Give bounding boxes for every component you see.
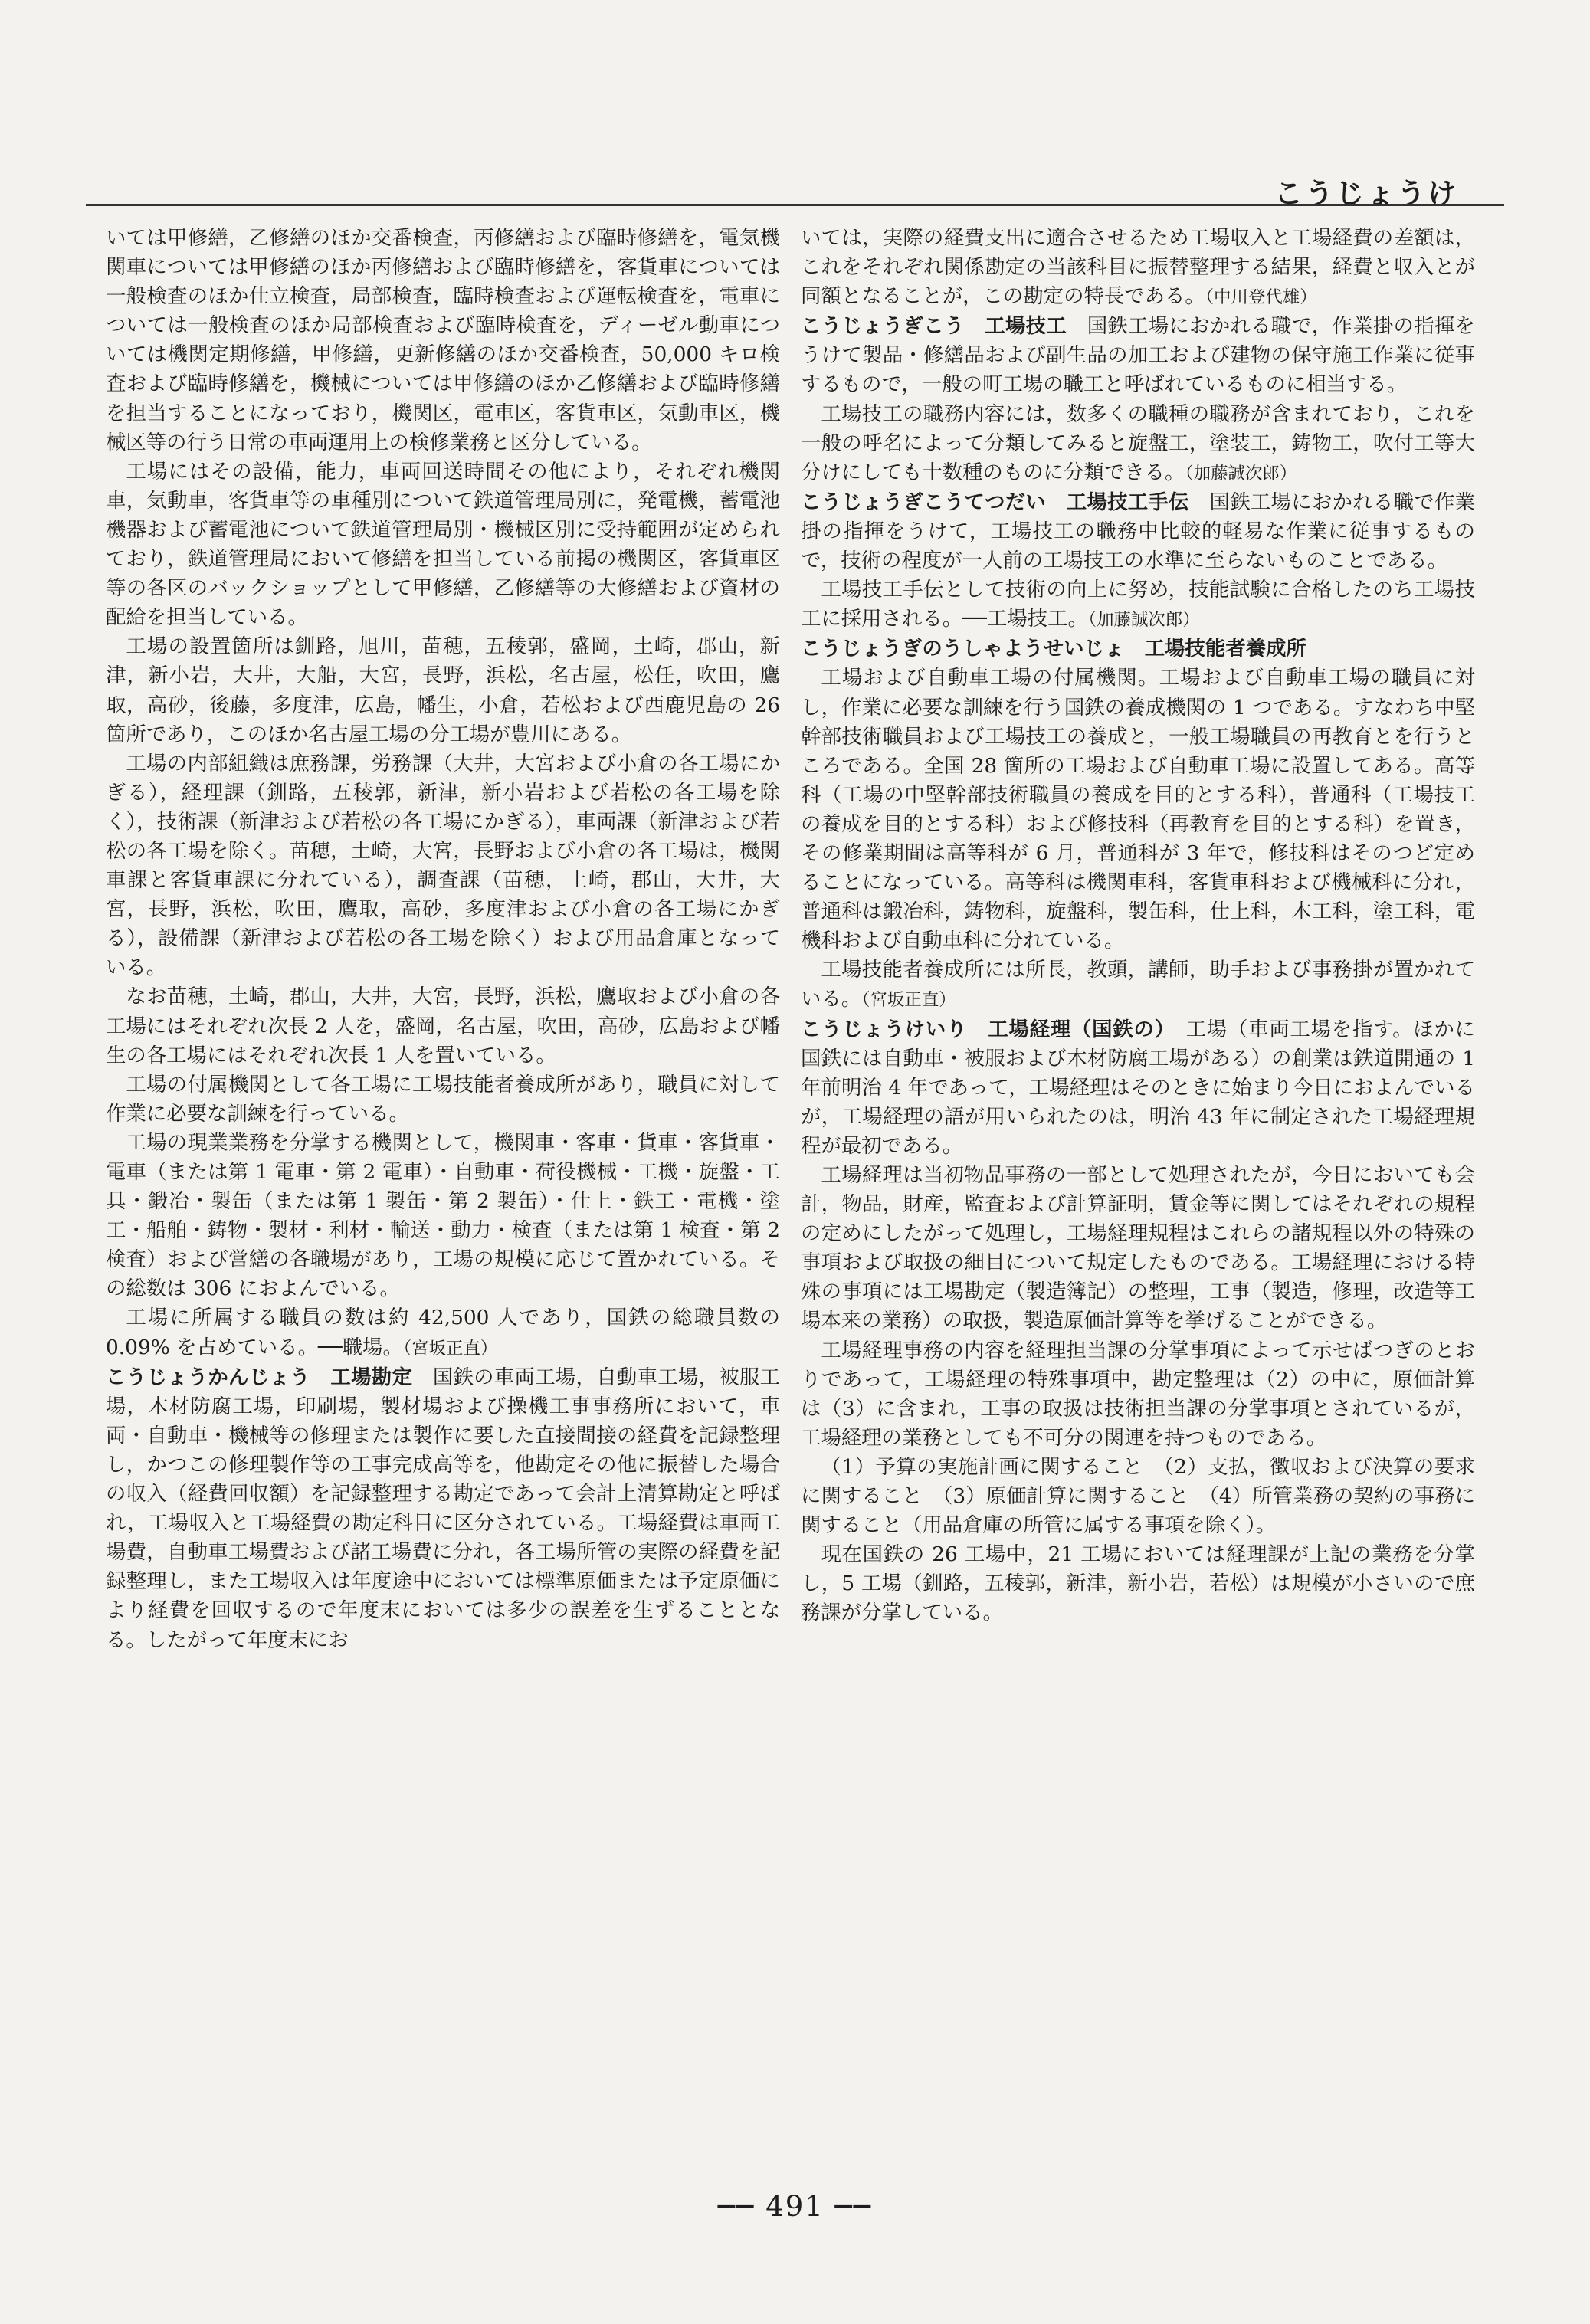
body-paragraph (801, 664, 1475, 955)
paragraph-text: いては，実際の経費支出に適合させるため工場収入と工場経費の差額は，これをそれぞれ関係勘定の当該科目に振替整理する結果，経費と収入とが同額となることが，この勘定の特長である。 (801, 226, 1475, 309)
left-column (106, 224, 780, 2178)
body-paragraph (106, 457, 780, 633)
body-paragraph (106, 1303, 780, 1362)
running-head: こうじょうけ (1274, 176, 1458, 210)
body-paragraph (106, 224, 780, 457)
entry-headword: こうじょうぎこうてつだい 工場技工手伝 (801, 490, 1189, 514)
dictionary-entry (801, 1015, 1475, 1161)
author-signature: （中川登代雄） (1205, 287, 1317, 308)
paragraph-text: 工場にはその設備，能力，車両回送時間その他により，それぞれ機関車，気動車，客貨車等の車種別について鉄道管理局別に，発電機，蓄電池機器および蓄電池について鉄道管理局別・機械区別に受持範囲が定められており，鉄道管理局において修繕を担当している前掲の機関区，客貨車区等の各区のバックショップとして甲修繕，乙修繕等の大修繕および資材の配給を担当している。 (106, 459, 780, 630)
body-paragraph (801, 955, 1475, 1014)
paragraph-text: いては甲修繕，乙修繕のほか交番検査，丙修繕および臨時修繕を，電気機関車については甲修繕のほか丙修繕および臨時修繕を，客貨車については一般検査のほか仕立検査，局部検査，臨時検査および運転検査を，電車については一般検査のほか局部検査および臨時検査を，ディーゼル動車については機関定期修繕，甲修繕，更新修繕のほか交番検査，50,000 キロ検査および臨時修繕を，機械については甲修繕のほか乙修繕および臨時修繕を担当することになっており，機関区，電車区，客貨車区，気動車区，機械区等の行う日常の車両運用上の検修業務と区分している。 (106, 226, 780, 454)
body-paragraph (106, 632, 780, 749)
author-signature: （加藤誠次郎） (1185, 463, 1297, 483)
entry-body: 国鉄工場におかれる職で，作業掛の指揮をうけて製品・修繕品および副生品の加工および建物の保守施工作業に従事するもので，一般の町工場の職工と呼ばれているものに相当する。 (801, 314, 1475, 397)
paragraph-text: 工場の付属機関として各工場に工場技能者養成所があり，職員に対して作業に必要な訓練を行っている。 (106, 1072, 780, 1126)
entry-headword: こうじょうぎこう 工場技工 (801, 314, 1067, 339)
author-signature: （加藤誠次郎） (1087, 610, 1200, 631)
body-paragraph (106, 749, 780, 983)
paragraph-text: 工場の現業業務を分掌する機関として，機関車・客車・貨車・客貨車・電車（または第 1 電車・第 2 電車）・自動車・荷役機械・工機・旋盤・工具・鍛冶・製缶（または第 1 製缶・第 2 製缶）・仕上・鉄工・電機・塗工・船舶・鋳物・製材・利材・輸送・動力・検査（または第 1 検査・第 2 検査）および営繕の各職場があり，工場の規模に応じて置かれている。その総数は 306 におよんでいる。 (106, 1130, 780, 1301)
dictionary-entry (801, 312, 1475, 399)
body-paragraph (801, 1161, 1475, 1336)
page-number: ── 491 ── (717, 2190, 873, 2223)
dictionary-entry (106, 1363, 780, 1655)
paragraph-text: 工場技工手伝として技術の向上に努め，技能試験に合格したのち工場技工に採用される。──工場技工。 (801, 578, 1475, 631)
paragraph-text: 現在国鉄の 26 工場中，21 工場においては経理課が上記の業務を分掌し，5 工場（釧路，五稜郭，新津，新小岩，若松）は規模が小さいので庶務課が分掌している。 (801, 1542, 1475, 1625)
paragraph-text: 工場技工の職務内容には，数多くの職種の職務が含まれており，これを一般の呼名によって分類してみると旋盤工，塗装工，鋳物工，吹付工等大分けにしても十数種のものに分類できる。 (801, 402, 1475, 484)
paragraph-text: 工場経理事務の内容を経理担当課の分掌事項によって示せばつぎのとおりであって，工場経理の特殊事項中，勘定整理は（2）の中に，原価計算は（3）に含まれ，工事の取扱は技術担当課の分掌事項とされているが，工場経理の業務としても不可分の関連を持つものである。 (801, 1338, 1475, 1450)
right-column (801, 224, 1475, 2178)
body-paragraph (801, 575, 1475, 634)
paragraph-text: 工場の内部組織は庶務課，労務課（大井，大宮および小倉の各工場にかぎる），経理課（釧路，五稜郭，新津，新小岩および若松の各工場を除く），技術課（新津および若松の各工場にかぎる），車両課（新津および若松の各工場を除く。苗穂，土崎，大宮，長野および小倉の各工場は，機関車課と客貨車課に分れている），調査課（苗穂，土崎，郡山，大井，大宮，長野，浜松，吹田，鷹取，高砂，多度津および小倉の各工場にかぎる），設備課（新津および若松の各工場を除く）および用品倉庫となっている。 (106, 751, 780, 980)
paragraph-text: 工場および自動車工場の付属機関。工場および自動車工場の職員に対し，作業に必要な訓練を行う国鉄の養成機関の 1 つである。すなわち中堅幹部技術職員および工場技工の養成と，一般工場職員の再教育とを行うところである。全国 28 箇所の工場および自動車工場に設置してある。高等科（工場の中堅幹部技術職員の養成を目的とする科），普通科（工場技工の養成を目的とする科）および修技科（再教育を目的とする科）を置き，その修業期間は高等科が 6 月，普通科が 3 年で，修技科はそのつど定めることになっている。高等科は機関車科，客貨車科および機械科に分れ，普通科は鍛冶科，鋳物科，旋盤科，製缶科，仕上科，木工科，塗工科，電機科および自動車科に分れている。 (801, 666, 1475, 953)
paragraph-text: なお苗穂，土崎，郡山，大井，大宮，長野，浜松，鷹取および小倉の各工場にはそれぞれ次長 2 人を，盛岡，名古屋，吹田，高砂，広島および幡生の各工場にはそれぞれ次長 1 人を置いている。 (106, 985, 780, 1067)
paragraph-text: 工場経理は当初物品事務の一部として処理されたが，今日においても会計，物品，財産，監査および計算証明，賃金等に関してはそれぞれの規程の定めにしたがって処理し，工場経理規程はこれらの諸規程以外の特殊の事項および取扱の細目について規定したものである。工場経理における特殊の事項には工場勘定（製造簿記）の整理，工事（製造，修理，改造等工場本来の業務）の取扱，製造原価計算等を挙げることができる。 (801, 1163, 1475, 1333)
dictionary-entry (801, 634, 1475, 664)
body-paragraph (106, 1129, 780, 1304)
paragraph-text: 工場の設置箇所は釧路，旭川，苗穂，五稜郭，盛岡，土崎，郡山，新津，新小岩，大井，大船，大宮，長野，浜松，名古屋，松任，吹田，鷹取，高砂，後藤，多度津，広島，幡生，小倉，若松および西鹿児島の 26 箇所であり，このほか名古屋工場の分工場が豊川にある。 (106, 634, 780, 746)
body-paragraph (106, 982, 780, 1070)
paragraph-text: 工場技能者養成所には所長，教頭，講師，助手および事務掛が置かれている。 (801, 958, 1475, 1011)
body-paragraph (801, 1336, 1475, 1453)
entry-headword: こうじょうけいり 工場経理（国鉄の） (801, 1017, 1165, 1041)
header-rule (86, 204, 1504, 206)
body-paragraph (801, 400, 1475, 488)
author-signature: （宮坂正直） (402, 1338, 498, 1359)
dictionary-entry (801, 488, 1475, 575)
body-paragraph (801, 1540, 1475, 1627)
paragraph-text: 工場に所属する職員の数は約 42,500 人であり，国鉄の総職員数の 0.09% を占めている。──職場。 (106, 1306, 780, 1359)
body-paragraph (106, 1070, 780, 1129)
entry-body: 国鉄工場におかれる職で作業掛の指揮をうけて，工場技工の職務中比較的軽易な作業に従事するもので，技術の程度が一人前の工場技工の水準に至らないものことである。 (801, 490, 1475, 573)
author-signature: （宮坂正直） (861, 990, 956, 1011)
entry-headword: こうじょうかんじょう 工場勘定 (106, 1365, 413, 1389)
body-paragraph (801, 224, 1475, 312)
entry-body: 工場（車両工場を指す。ほかに国鉄には自動車・被服および木材防腐工場がある）の創業は鉄道開通の 1 年前明治 4 年であって，工場経理はそのときに始まり今日におよんでいるが，工場経理の語が用いられたのは，明治 43 年に制定された工場経理規程が最初である。 (801, 1017, 1475, 1158)
entry-headword: こうじょうぎのうしゃようせいじょ 工場技能者養成所 (801, 637, 1306, 661)
paragraph-text: （1）予算の実施計画に関すること （2）支払，徴収および決算の要求に関すること （3）原価計算に関すること （4）所管業務の契約の事務に関すること（用品倉庫の所管に属する事項を除く）。 (801, 1454, 1475, 1538)
body-paragraph (801, 1453, 1475, 1540)
entry-body: 国鉄の車両工場，自動車工場，被服工場，木材防腐工場，印刷場，製材場および操機工事事務所において，車両・自動車・機械等の修理または製作に要した直接間接の経費を記録整理し，かつこの修理製作等の工事完成高等を，他勘定その他に振替した場合の収入（経費回収額）を記録整理する勘定であって会計上清算勘定と呼ばれ，工場収入と工場経費の勘定科目に区分されている。工場経費は車両工場費，自動車工場費および諸工場費に分れ，各工場所管の実際の経費を記録整理し，また工場収入は年度途中においては標準原価または予定原価により経費を回収するので年度末においては多少の誤差を生ずることとなる。したがって年度末にお (106, 1365, 780, 1652)
